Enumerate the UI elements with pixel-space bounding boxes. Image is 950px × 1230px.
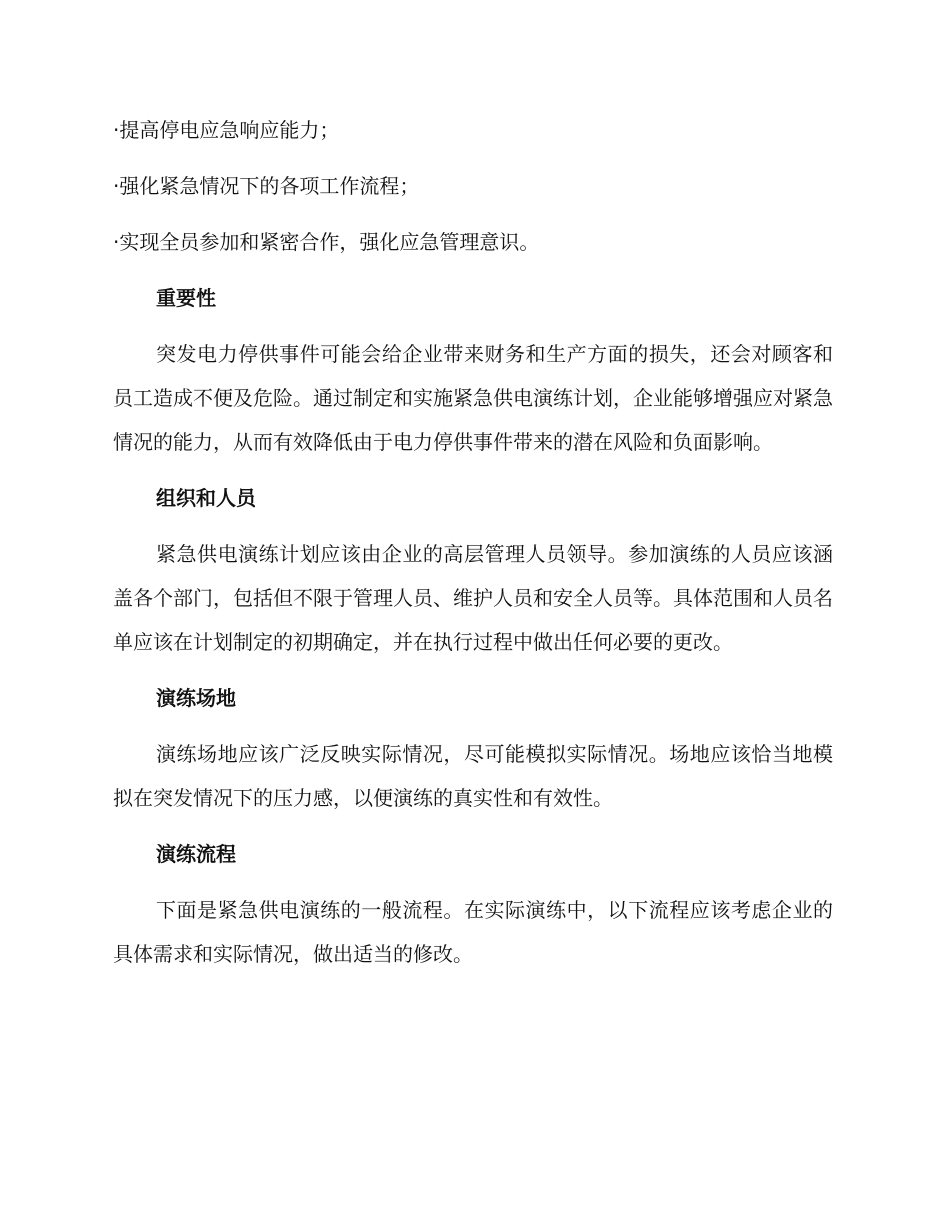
bullet-item: ·实现全员参加和紧密合作，强化应急管理意识。 <box>113 230 540 254</box>
bullet-item: ·强化紧急情况下的各项工作流程； <box>113 174 420 198</box>
section-paragraph-process: 下面是紧急供电演练的一般流程。在实际演练中，以下流程应该考虑企业的具体需求和实际情况，做出适当的修改。 <box>113 898 833 966</box>
section-heading-importance: 重要性 <box>156 286 216 310</box>
section-heading-organization: 组织和人员 <box>156 486 256 510</box>
section-paragraph-venue: 演练场地应该广泛反映实际情况，尽可能模拟实际情况。场地应该恰当地模拟在突发情况下的压力感，以便演练的真实性和有效性。 <box>113 742 833 810</box>
bullet-item: ·提高停电应急响应能力； <box>113 118 340 142</box>
section-heading-process: 演练流程 <box>156 842 236 866</box>
section-heading-venue: 演练场地 <box>156 686 236 710</box>
document-body <box>113 108 833 988</box>
section-paragraph-organization: 紧急供电演练计划应该由企业的高层管理人员领导。参加演练的人员应该涵盖各个部门，包括但不限于管理人员、维护人员和安全人员等。具体范围和人员名单应该在计划制定的初期确定，并在执行过程中做出任何必要的更改。 <box>113 542 833 654</box>
section-paragraph-importance: 突发电力停供事件可能会给企业带来财务和生产方面的损失，还会对顾客和员工造成不便及危险。通过制定和实施紧急供电演练计划，企业能够增强应对紧急情况的能力，从而有效降低由于电力停供事件带来的潜在风险和负面影响。 <box>113 342 833 454</box>
